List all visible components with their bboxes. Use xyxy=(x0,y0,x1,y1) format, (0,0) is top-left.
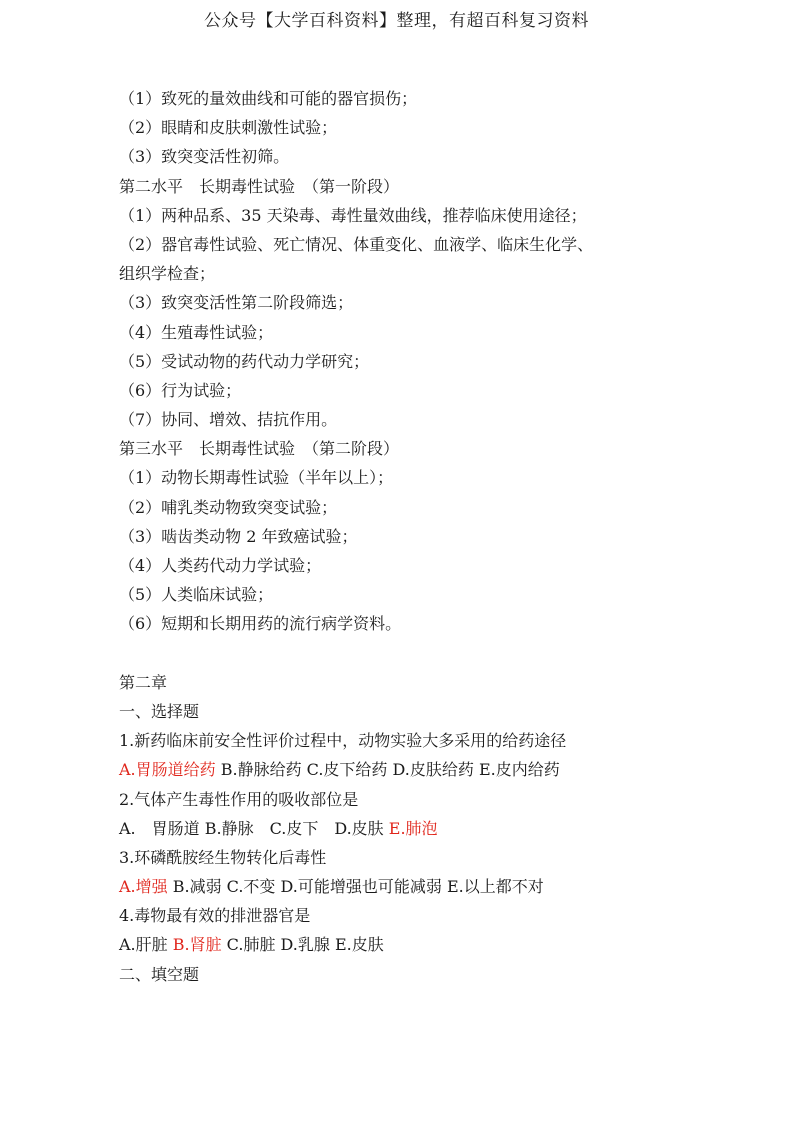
option-text: B.静脉给药 C.皮下给药 D.皮肤给药 E.皮内给药 xyxy=(215,760,560,780)
level3-item: （1）动物长期毒性试验（半年以上）； xyxy=(119,468,394,488)
option-text: A.肝脏 xyxy=(119,935,173,955)
level2-item: （3）致突变活性第二阶段筛选； xyxy=(119,293,354,313)
correct-answer: A.胃肠道给药 xyxy=(119,760,216,780)
level3-item: （5）人类临床试验； xyxy=(119,585,274,605)
question-options xyxy=(119,814,679,843)
level3-item: （3）啮齿类动物 2 年致癌试验； xyxy=(119,526,358,546)
spacer xyxy=(119,639,679,668)
level3-item: （6）短期和长期用药的流行病学资料。 xyxy=(119,614,402,634)
level2-item: （5）受试动物的药代动力学研究； xyxy=(119,351,370,371)
level1-item: （1）致死的量效曲线和可能的器官损伤； xyxy=(119,89,418,108)
level1-item: （3）致突变活性初筛。 xyxy=(119,147,290,167)
question-stem: 4.毒物最有效的排泄器官是 xyxy=(119,906,311,926)
document-body xyxy=(119,84,679,989)
option-text: C.肺脏 D.乳腺 E.皮肤 xyxy=(221,935,384,955)
level2-item: （6）行为试验； xyxy=(119,380,242,400)
question-stem: 3.环磷酰胺经生物转化后毒性 xyxy=(119,847,327,867)
correct-answer: E.肺泡 xyxy=(388,818,438,838)
question-options xyxy=(119,930,679,959)
level2-item: 组织学检查； xyxy=(119,264,216,284)
question-options xyxy=(119,755,679,784)
level3-item: （2）哺乳类动物致突变试验； xyxy=(119,497,338,517)
level2-item: （7）协同、增效、拮抗作用。 xyxy=(119,410,338,430)
correct-answer: A.增强 xyxy=(119,877,168,897)
question-stem: 1.新药临床前安全性评价过程中，动物实验大多采用的给药途径 xyxy=(119,731,567,751)
section-heading: 一、选择题 xyxy=(119,701,200,721)
level2-item: （1）两种品系、35 天染毒、毒性量效曲线，推荐临床使用途径； xyxy=(119,205,587,225)
level2-heading: 第二水平 长期毒性试验 （第一阶段） xyxy=(119,176,400,196)
section-heading: 二、填空题 xyxy=(119,964,200,984)
level2-item: （2）器官毒性试验、死亡情况、体重变化、血液学、临床生化学、 xyxy=(119,234,594,254)
question-stem: 2.气体产生毒性作用的吸收部位是 xyxy=(119,789,359,809)
option-text: A. 胃肠道 B.静脉 C.皮下 D.皮肤 xyxy=(119,818,389,838)
correct-answer: B.肾脏 xyxy=(172,935,222,955)
level3-heading: 第三水平 长期毒性试验 （第二阶段） xyxy=(119,439,400,459)
chapter-title: 第二章 xyxy=(119,672,168,692)
level1-item: （2）眼睛和皮肤刺激性试验； xyxy=(119,118,338,138)
level3-item: （4）人类药代动力学试验； xyxy=(119,556,322,575)
level2-item: （4）生殖毒性试验； xyxy=(119,322,274,342)
page-header: 公众号【大学百科资料】整理，有超百科复习资料 xyxy=(204,11,589,31)
option-text: B.减弱 C.不变 D.可能增强也可能减弱 E.以上都不对 xyxy=(167,877,544,897)
question-options xyxy=(119,872,679,901)
